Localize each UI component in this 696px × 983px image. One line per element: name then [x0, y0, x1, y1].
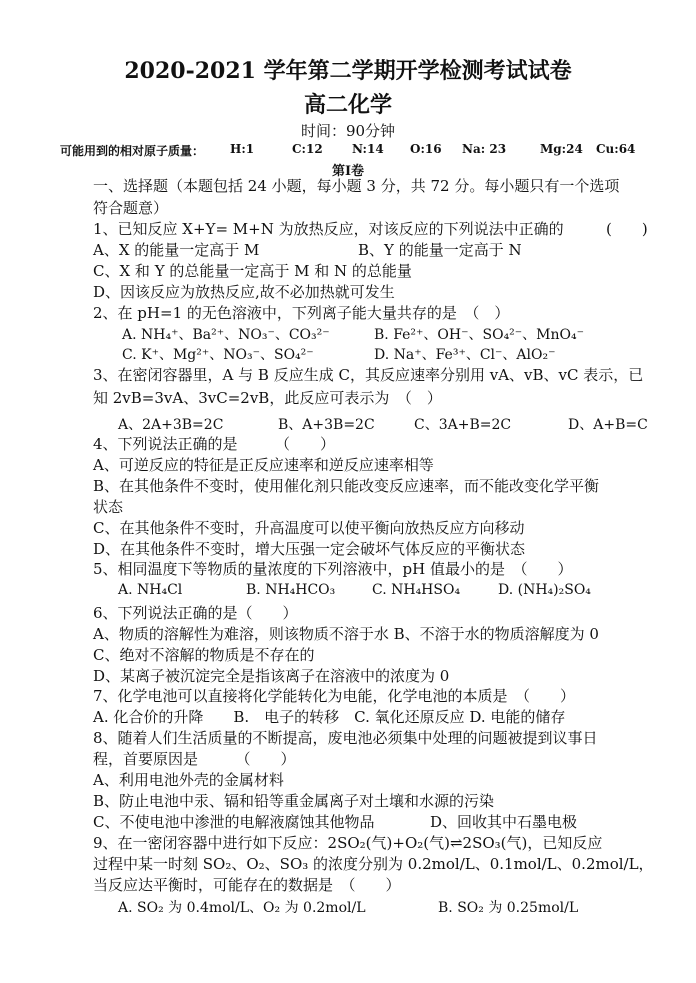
- q4-option-b-line-2: 状态: [93, 498, 124, 516]
- q5-option-b: B. NH₄HCO₃: [246, 582, 336, 598]
- atomic-mass-o: O:16: [410, 142, 442, 156]
- q1-option-b: B、Y 的能量一定高于 N: [358, 241, 522, 259]
- section-heading: 第Ⅰ卷: [331, 164, 365, 179]
- q1-option-d: D、因该反应为放热反应,故不必加热就可发生: [93, 283, 395, 301]
- q5-option-d: D. (NH₄)₂SO₄: [498, 582, 591, 598]
- q6-options-ab: A、物质的溶解性为难溶，则该物质不溶于水 B、不溶于水的物质溶解度为 0: [93, 625, 599, 643]
- q8-option-d: D、回收其中石墨电极: [430, 813, 578, 831]
- atomic-mass-c: C:12: [292, 142, 323, 156]
- subject-title: 高二化学: [303, 92, 392, 118]
- q9-option-b: B. SO₂ 为 0.25mol/L: [438, 900, 579, 916]
- q9-stem-line-1: 9、在一密闭容器中进行如下反应：2SO₂(气)+O₂(气)⇌2SO₃(气)，已知反应: [93, 834, 603, 852]
- q6-option-d: D、某离子被沉淀完全是指该离子在溶液中的浓度为 0: [93, 667, 450, 685]
- q2-option-b: B. Fe²⁺、OH⁻、SO₄²⁻、MnO₄⁻: [374, 327, 585, 343]
- q5-option-c: C. NH₄HSO₄: [372, 582, 461, 598]
- q5-option-a: A. NH₄Cl: [118, 582, 183, 598]
- atomic-mass-h: H:1: [230, 142, 255, 156]
- q2-option-c: C. K⁺、Mg²⁺、NO₃⁻、SO₄²⁻: [122, 347, 314, 363]
- atomic-mass-label: 可能用到的相对原子质量：: [60, 144, 205, 158]
- intro-line-1: 一、选择题（本题包括 24 小题，每小题 3 分，共 72 分。每小题只有一个选项: [93, 177, 620, 195]
- q3-stem-line-1: 3、在密闭容器里，A 与 B 反应生成 C，其反应速率分别用 vA、vB、vC 表示，已: [93, 366, 644, 384]
- q3-option-b: B、A+3B=2C: [278, 417, 375, 433]
- q3-option-d: D、A+B=C: [568, 417, 648, 433]
- q8-option-b: B、防止电池中汞、镉和铅等重金属离子对土壤和水源的污染: [93, 792, 495, 810]
- q9-stem-line-2: 过程中某一时刻 SO₂、O₂、SO₃ 的浓度分别为 0.2mol/L、0.1mol/L、0.2mol/L，: [93, 855, 654, 873]
- q4-stem: 4、下列说法正确的是 （ ）: [93, 435, 336, 453]
- q4-option-c: C、在其他条件不变时，升高温度可以使平衡向放热反应方向移动: [93, 519, 525, 537]
- q2-stem: 2、在 pH=1 的无色溶液中，下列离子能大量共存的是 （ ）: [93, 304, 510, 322]
- atomic-mass-na: Na: 23: [462, 142, 507, 156]
- q2-option-a: A. NH₄⁺、Ba²⁺、NO₃⁻、CO₃²⁻: [122, 327, 330, 343]
- atomic-mass-cu: Cu:64: [596, 142, 636, 156]
- q3-stem-line-2: 知 2vB=3vA、3vC=2vB，此反应可表示为 （ ）: [93, 389, 442, 407]
- q4-option-d: D、在其他条件不变时，增大压强一定会破坏气体反应的平衡状态: [93, 540, 526, 558]
- q1-option-c: C、X 和 Y 的总能量一定高于 M 和 N 的总能量: [93, 262, 412, 280]
- q1-answer-paren: ( ): [606, 220, 648, 238]
- intro-line-2: 符合题意）: [93, 199, 169, 217]
- q6-option-c: C、绝对不溶解的物质是不存在的: [93, 646, 315, 664]
- q5-stem: 5、相同温度下等物质的量浓度的下列溶液中，pH 值最小的是 （ ）: [93, 560, 573, 578]
- atomic-mass-n: N:14: [352, 142, 384, 156]
- q1-stem: 1、已知反应 X+Y= M+N 为放热反应，对该反应的下列说法中正确的: [93, 220, 564, 238]
- q4-option-a: A、可逆反应的特征是正反应速率和逆反应速率相等: [93, 456, 434, 474]
- q3-option-a: A、2A+3B=2C: [118, 417, 224, 433]
- q3-option-c: C、3A+B=2C: [414, 417, 512, 433]
- q1-option-a: A、X 的能量一定高于 M: [93, 241, 260, 259]
- q7-stem: 7、化学电池可以直接将化学能转化为电能，化学电池的本质是 （ ）: [93, 687, 576, 705]
- q8-option-c: C、不使电池中渗泄的电解液腐蚀其他物品: [93, 813, 375, 831]
- q7-options: A. 化合价的升降 B. 电子的转移 C. 氧化还原反应 D. 电能的储存: [93, 708, 566, 726]
- q4-option-b-line-1: B、在其他条件不变时，使用催化剂只能改变反应速率，而不能改变化学平衡: [93, 477, 600, 495]
- atomic-mass-mg: Mg:24: [540, 142, 583, 156]
- exam-time: 时间：90分钟: [300, 122, 396, 140]
- q9-stem-line-3: 当反应达平衡时，可能存在的数据是 （ ）: [93, 876, 401, 894]
- q8-stem-line-2: 程，首要原因是 （ ）: [93, 750, 296, 768]
- q8-option-a: A、利用电池外壳的金属材料: [93, 771, 284, 789]
- q8-stem-line-1: 8、随着人们生活质量的不断提高，废电池必须集中处理的问题被提到议事日: [93, 729, 598, 747]
- exam-title: 2020-2021 学年第二学期开学检测考试试卷: [124, 58, 572, 84]
- q6-stem: 6、下列说法正确的是（ ）: [93, 604, 298, 622]
- q9-option-a: A. SO₂ 为 0.4mol/L、O₂ 为 0.2mol/L: [118, 900, 366, 916]
- q2-option-d: D. Na⁺、Fe³⁺、Cl⁻、AlO₂⁻: [374, 347, 556, 363]
